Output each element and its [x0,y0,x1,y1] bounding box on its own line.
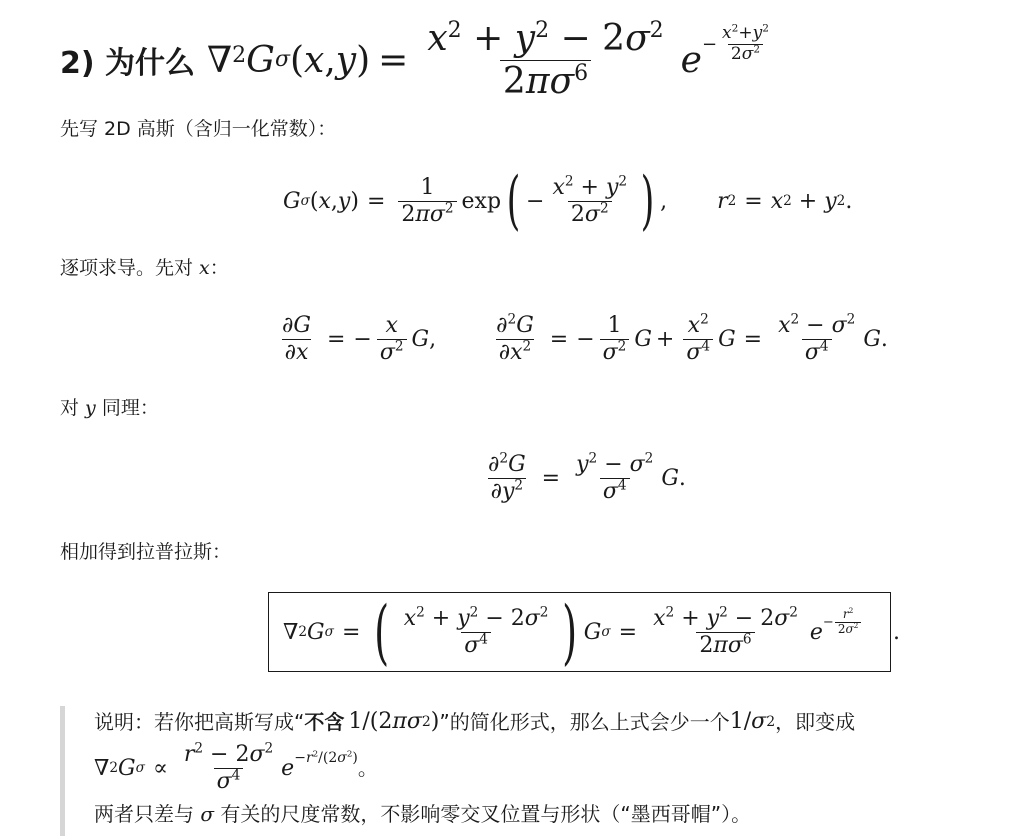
blockquote-bar [60,706,65,836]
p3-var: y [85,397,96,419]
p2-prefix: 逐项求导。先对 [60,257,200,279]
note-line3-prefix: 两者只差与 [94,802,201,826]
note-line-2: ∇ 2 G σ ∝ $\frac{r^2 - 2\sigma^2}{\sigma^4}$ e $-r^2/(2\sigma^2)$ 。 [94,740,378,794]
p3-suffix: 同理： [95,397,159,419]
paragraph-gaussian-intro: 先写 2D 高斯（含归一化常数）： [60,118,337,140]
paragraph-derivative-y [60,396,159,420]
heading-label: 2) 为什么 [60,46,196,81]
p2-suffix: ： [209,257,229,279]
paragraph-derivative-x [60,256,229,280]
note-line3-suffix: 有关的尺度常数，不影响零交叉位置与形状（“墨西哥帽”）。 [214,802,752,826]
note-line3-var: σ [200,802,215,826]
equation-gaussian: G σ ( x , y ) = $\frac{1}{2\pi\sigma^2}$ exp ( − $\frac{x^2 + y^2}{2\sigma^2}$ ) , r 2 = x 2 + y 2 . [283,164,853,238]
note-line1-bold: 不含 [304,710,345,734]
equation-laplacian-boxed: ∇ 2 G σ = ( $\frac{x^2 + y^2 - 2\sigma^2}{\sigma^4}$ ) G σ = $\frac{x^2 + y^2 - 2\sigma^2}{2\pi\sigma^6}$ e − $\frac{r^2}{2\sigma^2}$ [268,592,891,672]
heading-formula: ∇ $^2$ G σ ( x , y ) = $\frac{x^2 + y^2 - 2\sigma^2}{2\pi\sigma^6}$ e − $\frac{x^2+y^2}{2\sigma^2}$ [207,18,769,102]
section-heading [60,10,774,110]
equation-derivative-y: $\frac{\partial^2G}{\partial y^2}$ = $\frac{y^2 - \sigma^2}{\sigma^4}$ G . [488,450,686,504]
paragraph-laplacian: 相加得到拉普拉斯： [60,541,232,563]
note-line-3 [94,802,751,826]
laplacian-period: . [893,620,900,645]
note-line1-prefix: 说明：若你把高斯写成“ [94,710,305,734]
note-line1-suffix: ，即变成 [775,710,856,734]
p2-var: x [199,257,210,279]
p3-prefix: 对 [60,397,86,419]
note-line-1: 说明：若你把高斯写成“ 不含 1/(2 πσ 2 ) ”的简化形式，那么上式会少一个 1/ σ 2 ，即变成 [94,709,856,734]
note-line1-mid: ”的简化形式，那么上式会少一个 [439,710,730,734]
note-line2-tail: 。 [357,756,378,780]
equation-derivatives-x: $\frac{\partial G}{\partial x}$ = − $\frac{x}{\sigma^2}$ G , $\frac{\partial^2G}{\partial x^2}$ = − $\frac{1}{\sigma^2}$ G + $\frac{x^2}{\sigma^4}$ G = $\frac{x^2 - \sigma^2}{\sigma^4}$ G . [282,311,888,365]
